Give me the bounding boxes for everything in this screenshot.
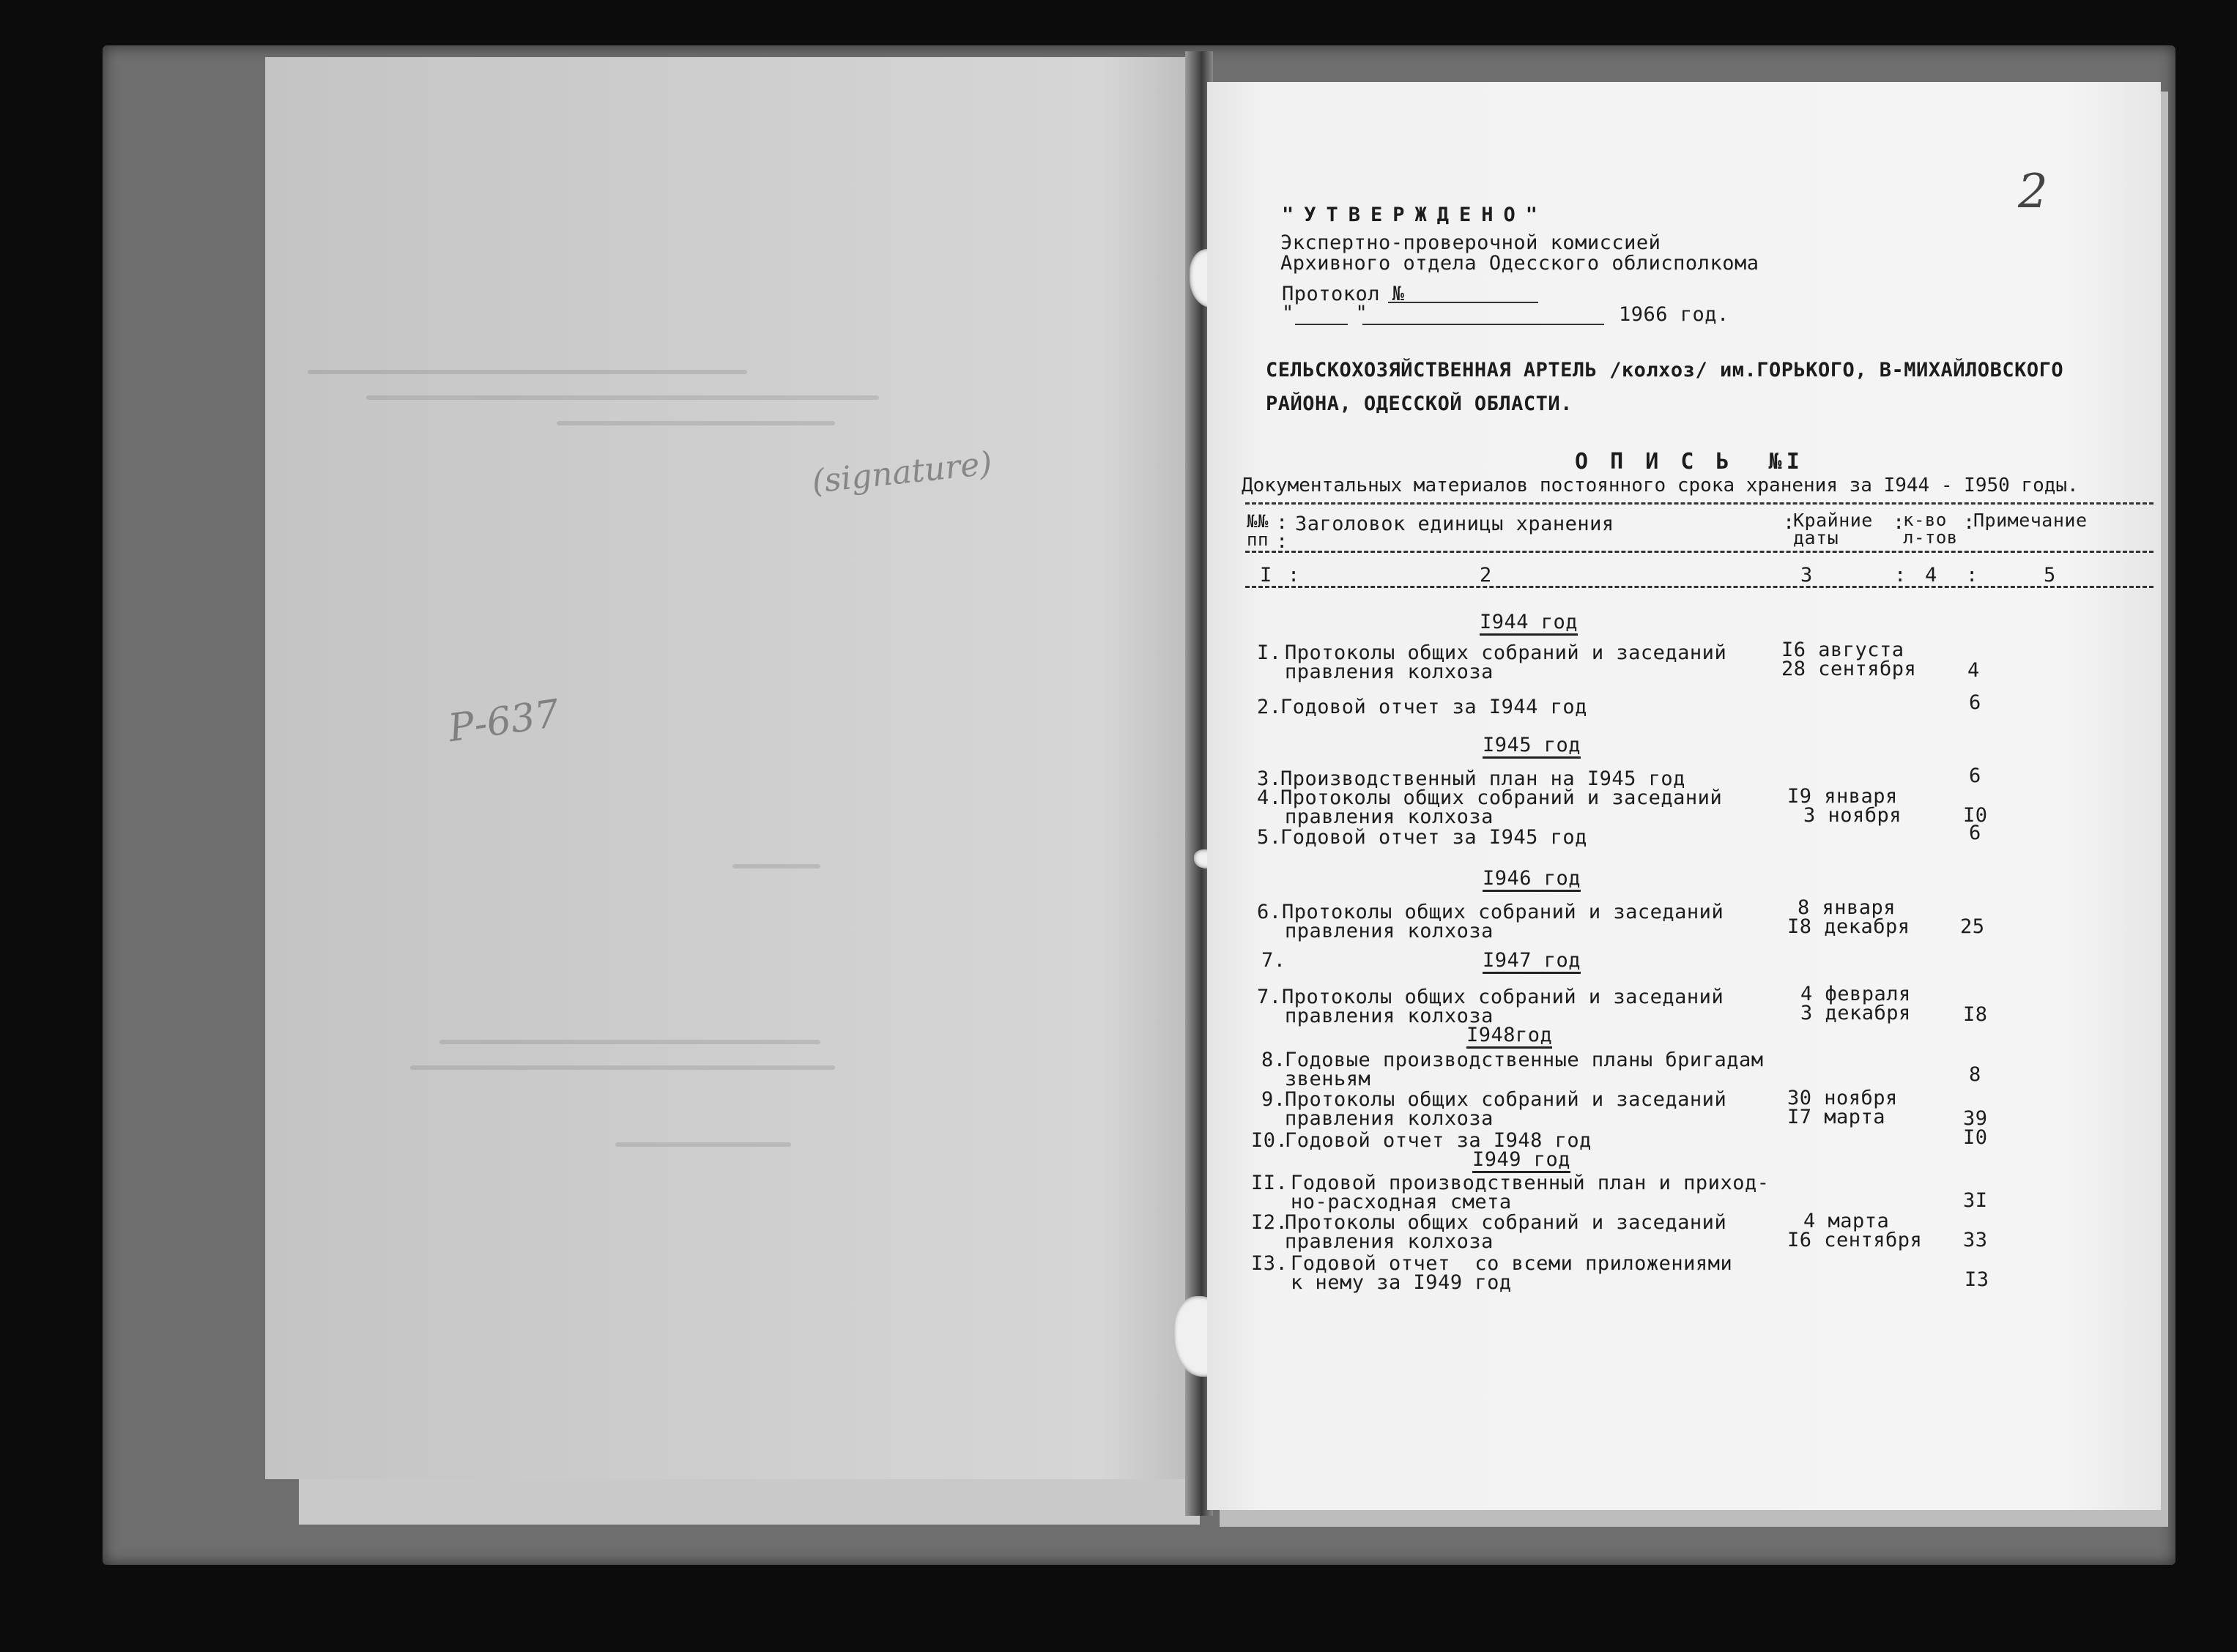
header-title: Заголовок единицы хранения: [1295, 513, 1614, 535]
row-count: 6: [1969, 691, 1981, 714]
row-date-start: I9 января: [1787, 785, 1898, 808]
bleed-through-line: [557, 421, 835, 425]
protocol-label: Протокол №: [1282, 283, 1405, 305]
row-number: 3.: [1257, 767, 1282, 790]
col-number-2: 2: [1480, 564, 1492, 587]
header-count-bottom: л-тов: [1903, 527, 1958, 548]
organization-line-2: РАЙОНА, ОДЕССКОЙ ОБЛАСТИ.: [1266, 392, 1573, 415]
date-quote: " ": [1282, 302, 1368, 324]
row-number: 7.: [1257, 986, 1282, 1008]
approval-line-1: Экспертно-проверочной комиссией: [1280, 231, 1661, 254]
table-rule-bottom: [1245, 586, 2153, 588]
bleed-through-line: [308, 370, 747, 374]
row-date-start: I6 августа: [1781, 639, 1904, 661]
row-title: Протоколы общих собраний и заседаний: [1282, 901, 1724, 923]
row-count: I0: [1963, 804, 1988, 827]
header-notes: Примечание: [1973, 510, 2088, 531]
row-title-cont: но-расходная смета: [1291, 1191, 1512, 1213]
row-count: I8: [1963, 1003, 1988, 1026]
header-count-top: к-во: [1903, 510, 1947, 530]
page-number-handwritten: 2: [2018, 165, 2048, 219]
section-year: I947 год: [1483, 950, 1581, 974]
row-count: 4: [1967, 659, 1980, 682]
row-title-cont: звеньям: [1285, 1068, 1371, 1090]
row-count: 33: [1963, 1229, 1988, 1251]
row-count: I0: [1963, 1126, 1988, 1149]
col-number-5: 5: [2044, 564, 2056, 587]
row-title: Годовой отчет со всеми приложениями: [1291, 1252, 1733, 1275]
row-date-start: 8 января: [1798, 896, 1896, 919]
row-date-end: I8 декабря: [1787, 915, 1910, 938]
row-count: 8: [1969, 1063, 1981, 1086]
row-title-cont: правления колхоза: [1285, 805, 1494, 828]
section-year: I945 год: [1483, 735, 1581, 759]
row-count: 6: [1969, 822, 1981, 844]
header-col-sep: :: [1893, 511, 1905, 534]
row-title: Протоколы общих собраний и заседаний: [1282, 986, 1724, 1008]
row-title: Годовой отчет за I945 год: [1280, 826, 1587, 849]
header-num-top: №№: [1247, 511, 1269, 532]
faded-signature: (signature): [810, 444, 994, 501]
row-number: 5.: [1257, 826, 1282, 849]
row-number: 6.: [1257, 901, 1282, 923]
bleed-through-line: [439, 1040, 820, 1044]
row-number: 4.: [1257, 786, 1282, 809]
bleed-through-line: [615, 1142, 791, 1147]
row-title: Протоколы общих собраний и заседаний: [1285, 641, 1727, 664]
row-count: 3I: [1963, 1189, 1988, 1212]
col-number-4: 4: [1925, 564, 1937, 587]
row-title-cont: правления колхоза: [1285, 1005, 1494, 1027]
row-date-end: I6 сентября: [1787, 1229, 1923, 1251]
header-num-bottom: пп: [1247, 529, 1269, 550]
row-title: Годовой отчет за I944 год: [1280, 696, 1587, 718]
day-blank: [1295, 324, 1348, 325]
header-col-sep: :: [1276, 511, 1288, 534]
row-title: Протоколы общих собраний и заседаний: [1285, 1088, 1727, 1111]
row-count: I3: [1965, 1268, 1989, 1291]
row-title: Годовой отчет за I948 год: [1285, 1129, 1592, 1152]
col-sep: :: [1288, 564, 1300, 587]
col-sep: :: [1894, 564, 1907, 587]
row-title: Протоколы общих собраний и заседаний: [1280, 786, 1723, 809]
col-number-1: I: [1260, 564, 1272, 587]
table-rule-top: [1245, 502, 2153, 505]
row-count: 6: [1969, 764, 1981, 787]
header-dates-bottom: даты: [1793, 527, 1839, 548]
bleed-through-line: [732, 864, 820, 868]
row-date-end: I7 марта: [1787, 1106, 1886, 1128]
row-number: I3.: [1251, 1252, 1288, 1275]
approval-line-2: Архивного отдела Одесского облисполкома: [1280, 252, 1759, 275]
archive-code-handwritten: Р-637: [445, 691, 563, 751]
bleed-through-line: [410, 1065, 835, 1070]
row-date-end: 3 ноября: [1803, 804, 1902, 827]
bleed-through-line: [366, 395, 879, 400]
row-date-start: 4 марта: [1803, 1210, 1890, 1232]
approval-year: 1966 год.: [1619, 303, 1729, 326]
row-date-end: 3 декабря: [1800, 1002, 1911, 1024]
section-year: I949 год: [1472, 1150, 1570, 1173]
col-number-3: 3: [1800, 564, 1813, 587]
row-number: I.: [1257, 641, 1282, 664]
row-number: I0.: [1251, 1129, 1288, 1152]
row-title: Производственный план на I945 год: [1280, 767, 1685, 790]
section-year: I946 год: [1483, 868, 1581, 892]
row-title: Годовой производственный план и приход-: [1291, 1172, 1770, 1194]
inventory-subtitle: Документальных материалов постоянного срока хранения за I944 - I950 годы.: [1242, 475, 2079, 496]
month-blank: [1362, 324, 1604, 325]
row-title-cont: к нему за I949 год: [1291, 1271, 1512, 1294]
organization-line-1: СЕЛЬСКОХОЗЯЙСТВЕННАЯ АРТЕЛЬ /колхоз/ им.ГОРЬКОГО, В-МИХАЙЛОВСКОГО: [1266, 359, 2064, 382]
protocol-blank: [1388, 302, 1538, 303]
row-count: 25: [1960, 915, 1985, 938]
inventory-title: О П И С Ь №I: [1575, 449, 1804, 475]
row-title: Годовые производственные планы бригадам: [1285, 1049, 1764, 1071]
section-year: I944 год: [1480, 612, 1578, 636]
row-date-end: 28 сентября: [1781, 658, 1917, 680]
row-number: II.: [1251, 1172, 1288, 1194]
row-title-cont: правления колхоза: [1285, 920, 1494, 942]
row-date-start: 4 февраля: [1800, 983, 1911, 1005]
approval-header: "УТВЕРЖДЕНО": [1282, 204, 1548, 226]
row-number: 2.: [1257, 696, 1282, 718]
header-dates-top: Крайние: [1793, 510, 1873, 531]
row-number: 7.: [1261, 949, 1286, 972]
header-col-sep: :: [1963, 511, 1976, 534]
row-count: 39: [1963, 1107, 1988, 1130]
left-page: [265, 57, 1195, 1479]
row-number: 9.: [1261, 1088, 1286, 1111]
row-title-cont: правления колхоза: [1285, 1230, 1494, 1253]
section-year: I948год: [1466, 1025, 1552, 1049]
row-number: I2.: [1251, 1211, 1288, 1234]
row-title: Протоколы общих собраний и заседаний: [1285, 1211, 1727, 1234]
col-sep: :: [1966, 564, 1978, 587]
row-date-start: 30 ноября: [1787, 1087, 1898, 1109]
header-col-sep: :: [1783, 511, 1795, 534]
row-title-cont: правления колхоза: [1285, 661, 1494, 683]
row-number: 8.: [1261, 1049, 1286, 1071]
table-rule-mid: [1245, 551, 2153, 553]
row-title-cont: правления колхоза: [1285, 1107, 1494, 1130]
header-col-sep: :: [1276, 530, 1288, 553]
